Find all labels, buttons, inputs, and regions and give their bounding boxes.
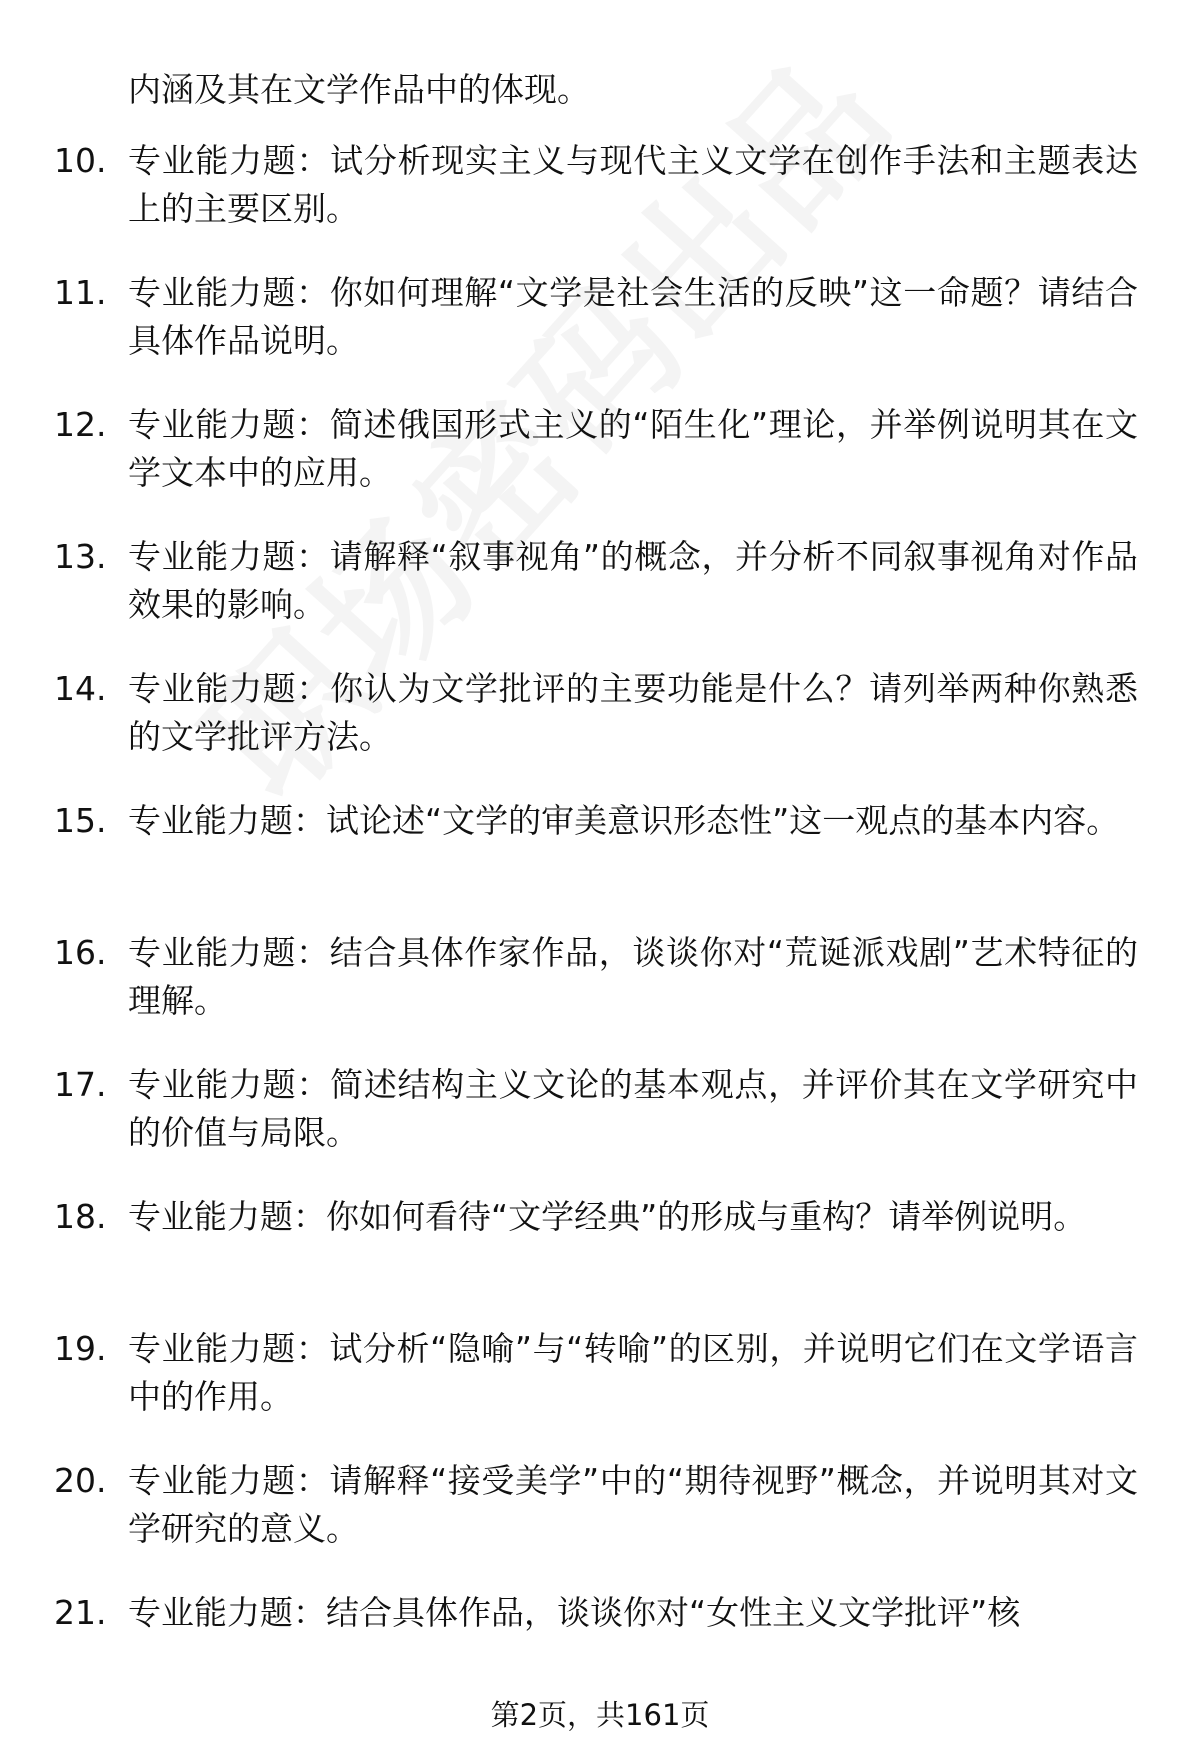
question-number: 14.: [54, 669, 107, 708]
question-item: [54, 1589, 1138, 1637]
question-item: [54, 1457, 1138, 1553]
question-item: [54, 533, 1138, 629]
question-number: 13.: [54, 537, 107, 576]
question-text: 专业能力题：简述俄国形式主义的“陌生化”理论，并举例说明其在文学文本中的应用。: [128, 405, 1138, 492]
question-text: 专业能力题：你认为文学批评的主要功能是什么？请列举两种你熟悉的文学批评方法。: [128, 669, 1138, 756]
question-text: 专业能力题：简述结构主义文论的基本观点，并评价其在文学研究中的价值与局限。: [128, 1065, 1138, 1152]
question-text: 专业能力题：结合具体作品，谈谈你对“女性主义文学批评”核: [128, 1593, 1021, 1632]
question-item: [54, 929, 1138, 1025]
question-number: 12.: [54, 405, 107, 444]
question-number: 17.: [54, 1065, 107, 1104]
question-text: 专业能力题：试分析“隐喻”与“转喻”的区别，并说明它们在文学语言中的作用。: [128, 1329, 1138, 1416]
question-list: [54, 137, 1138, 1673]
question-number: 16.: [54, 933, 107, 972]
page-number-footer: 第2页，共161页: [490, 1698, 710, 1732]
question-item: [54, 137, 1138, 233]
question-number: 19.: [54, 1329, 107, 1368]
question-item: [54, 1193, 1138, 1289]
question-number: 20.: [54, 1461, 107, 1500]
question-item: [54, 665, 1138, 761]
question-item: [54, 1061, 1138, 1157]
question-text: 专业能力题：试分析现实主义与现代主义文学在创作手法和主题表达上的主要区别。: [128, 141, 1138, 228]
question-number: 11.: [54, 273, 107, 312]
question-text: 专业能力题：你如何看待“文学经典”的形成与重构？请举例说明。: [128, 1197, 1087, 1236]
question-item: [54, 1325, 1138, 1421]
question-text: 专业能力题：请解释“接受美学”中的“期待视野”概念，并说明其对文学研究的意义。: [128, 1461, 1138, 1548]
question-item: [54, 269, 1138, 365]
question-number: 10.: [54, 141, 107, 180]
question-number: 18.: [54, 1197, 107, 1236]
question-text: 专业能力题：试论述“文学的审美意识形态性”这一观点的基本内容。: [128, 801, 1120, 840]
question-text: 专业能力题：你如何理解“文学是社会生活的反映”这一命题？请结合具体作品说明。: [128, 273, 1138, 360]
question-text: 专业能力题：请解释“叙事视角”的概念，并分析不同叙事视角对作品效果的影响。: [128, 537, 1138, 624]
continued-question-text: 内涵及其在文学作品中的体现。: [128, 70, 590, 109]
question-item: [54, 401, 1138, 497]
question-number: 21.: [54, 1593, 107, 1632]
question-number: 15.: [54, 801, 107, 840]
question-item: [54, 797, 1138, 893]
question-text: 专业能力题：结合具体作家作品，谈谈你对“荒诞派戏剧”艺术特征的理解。: [128, 933, 1138, 1020]
